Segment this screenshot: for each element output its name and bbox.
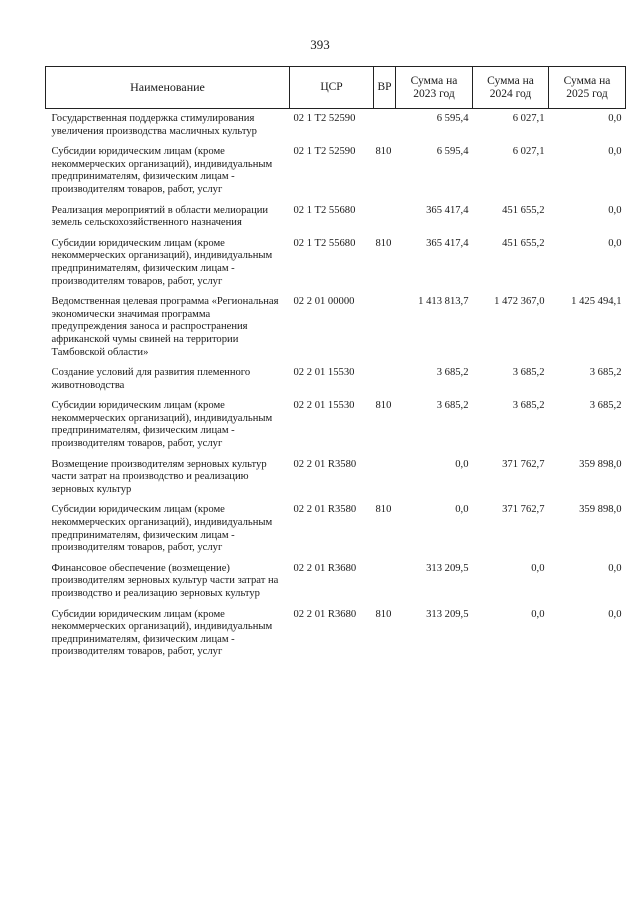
row-vr (374, 459, 396, 505)
row-csr: 02 1 T2 52590 (293, 146, 356, 158)
table-row (46, 296, 626, 367)
table-row (46, 367, 626, 400)
row-csr: 02 2 01 15530 (293, 367, 355, 379)
row-csr: 02 2 01 R3580 (293, 458, 357, 470)
row-sum-2024: 6 027,1 (512, 113, 545, 124)
row-sum-2025: 0,0 (608, 204, 622, 216)
table-body (46, 109, 626, 667)
table-row (46, 205, 626, 238)
row-sum-2025: 0,0 (608, 237, 622, 249)
table-row (46, 609, 626, 667)
row-sum-2025: 1 425 494,1 (571, 296, 622, 308)
header-csr: ЦСР (290, 67, 374, 109)
row-sum-2023: 313 209,5 (426, 608, 469, 620)
row-sum-2023: 6 595,4 (436, 146, 469, 158)
row-sum-2025: 0,0 (608, 146, 622, 158)
row-name: Субсидии юридическим лицам (кроме некоммерческих организаций), индивидуальным предпринимателям, физическим лицам - производителям товаров, работ, услуг (51, 237, 273, 287)
row-sum-2024: 0,0 (531, 608, 545, 620)
table-row (46, 459, 626, 505)
row-sum-2024: 371 762,7 (502, 458, 545, 470)
row-csr: 02 1 T2 55680 (293, 237, 356, 249)
page-number: 393 (310, 37, 330, 52)
row-sum-2023: 365 417,4 (426, 204, 469, 216)
row-name: Возмещение производителям зерновых культур части затрат на производство и реализацию зерновых культур (51, 458, 267, 495)
row-csr: 02 2 01 15530 (293, 400, 355, 412)
table-row (46, 504, 626, 562)
row-name: Реализация мероприятий в области мелиорации земель сельскохозяйственного назначения (51, 204, 269, 229)
row-sum-2023: 365 417,4 (426, 237, 469, 249)
row-name: Создание условий для развития племенного животноводства (51, 367, 251, 391)
row-csr: 02 2 01 R3580 (293, 504, 357, 516)
row-sum-2024: 1 472 367,0 (494, 296, 545, 308)
row-sum-2024: 371 762,7 (502, 504, 545, 516)
row-vr (374, 205, 396, 238)
row-sum-2024: 3 685,2 (512, 367, 545, 379)
table-row (46, 109, 626, 147)
row-name: Ведомственная целевая программа «Региональная экономически значимая программа предупреждения заноса и распространения африканской чумы свиней на территории Тамбовской области» (51, 296, 279, 358)
row-vr: 810 (375, 146, 392, 158)
row-sum-2024: 3 685,2 (512, 400, 545, 412)
row-vr (374, 563, 396, 609)
row-name: Субсидии юридическим лицам (кроме некоммерческих организаций), индивидуальным предпринимателям, физическим лицам - производителям товаров, работ, услуг (51, 608, 273, 658)
row-sum-2023: 3 685,2 (436, 400, 469, 412)
row-csr: 02 2 01 R3680 (293, 608, 357, 620)
header-sum-2023: Сумма на 2023 год (396, 67, 473, 109)
row-sum-2025: 3 685,2 (589, 400, 622, 412)
row-csr: 02 1 T2 52590 (293, 113, 356, 124)
row-sum-2025: 0,0 (608, 562, 622, 574)
row-sum-2024: 451 655,2 (502, 237, 545, 249)
row-sum-2025: 3 685,2 (589, 367, 622, 379)
table-row (46, 146, 626, 204)
row-sum-2023: 3 685,2 (436, 367, 469, 379)
row-sum-2023: 0,0 (455, 458, 469, 470)
row-csr: 02 1 T2 55680 (293, 204, 356, 216)
row-sum-2025: 359 898,0 (579, 504, 622, 516)
row-name: Государственная поддержка стимулирования увеличения производства масличных культур (51, 113, 257, 137)
header-sum-2025: Сумма на 2025 год (549, 67, 626, 109)
row-csr: 02 2 01 00000 (293, 296, 355, 308)
row-name: Субсидии юридическим лицам (кроме некоммерческих организаций), индивидуальным предпринимателям, физическим лицам - производителям товаров, работ, услуг (51, 400, 273, 450)
table-row (46, 238, 626, 296)
row-sum-2023: 6 595,4 (436, 113, 469, 124)
row-sum-2025: 0,0 (608, 608, 622, 620)
row-name: Финансовое обеспечение (возмещение) производителям зерновых культур части затрат на производство и реализацию зерновых культур (51, 562, 279, 599)
row-sum-2023: 313 209,5 (426, 562, 469, 574)
row-name: Субсидии юридическим лицам (кроме некоммерческих организаций), индивидуальным предпринимателям, физическим лицам - производителям товаров, работ, услуг (51, 146, 273, 195)
row-name: Субсидии юридическим лицам (кроме некоммерческих организаций), индивидуальным предпринимателям, физическим лицам - производителям товаров, работ, услуг (51, 504, 273, 554)
header-name: Наименование (46, 67, 290, 109)
header-sum-2024: Сумма на 2024 год (473, 67, 549, 109)
table-row (46, 563, 626, 609)
row-vr: 810 (375, 608, 392, 620)
row-vr: 810 (375, 237, 392, 249)
row-sum-2023: 0,0 (455, 504, 469, 516)
row-vr (374, 296, 396, 367)
row-csr: 02 2 01 R3680 (293, 562, 357, 574)
row-vr: 810 (375, 400, 392, 412)
row-vr (374, 109, 396, 147)
budget-table (45, 66, 626, 667)
row-sum-2023: 1 413 813,7 (418, 296, 469, 308)
table-header (46, 67, 626, 109)
row-vr: 810 (375, 504, 392, 516)
row-sum-2024: 6 027,1 (512, 146, 545, 158)
table-row (46, 400, 626, 458)
row-sum-2025: 0,0 (608, 113, 622, 124)
header-vr: ВР (374, 67, 396, 109)
row-sum-2025: 359 898,0 (579, 458, 622, 470)
row-vr (374, 367, 396, 400)
row-sum-2024: 451 655,2 (502, 204, 545, 216)
row-sum-2024: 0,0 (531, 562, 545, 574)
